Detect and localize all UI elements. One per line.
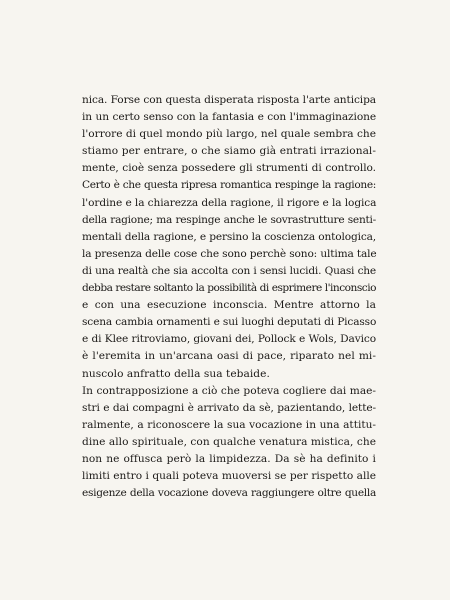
text-line-7: l'ordine e la chiarezza della ragione, il rigore e la logica xyxy=(82,196,377,209)
text-line-24: esigenze della vocazione doveva raggiungere oltre quella xyxy=(82,487,376,500)
text-line-10: la presenza delle cose che sono perchè sono: ultima tale xyxy=(82,247,377,260)
text-line-12: debba restare soltanto la possibilità di esprimere l'inconscio xyxy=(82,282,376,295)
text-line-3: l'orrore di quel mondo più largo, nel quale sembra che xyxy=(82,128,376,141)
text-line-23: limiti entro i quali poteva muoversi se per rispetto alle xyxy=(82,470,376,483)
text-line-15: e di Klee ritroviamo, giovani dei, Pollock e Wols, Davico xyxy=(82,333,376,346)
text-line-17: nuscolo anfratto della sua tebaide. xyxy=(82,367,270,380)
text-line-8: della ragione; ma respinge anche le sovrastrutture senti- xyxy=(82,213,376,226)
text-line-21: dine allo spirituale, con qualche venatura mistica, che xyxy=(82,435,377,448)
body-text xyxy=(82,92,376,502)
text-line-20: ralmente, a riconoscere la sua vocazione in una attitu- xyxy=(82,418,376,431)
text-line-1: nica. Forse con questa disperata risposta l'arte anticipa xyxy=(82,94,376,106)
text-line-16: è l'eremita in un'arcana oasi di pace, riparato nel mi- xyxy=(82,350,376,363)
text-line-2: in un certo senso con la fantasia e con l'immaginazione xyxy=(82,111,376,124)
text-line-22: non ne offusca però la limpidezza. Da sè ha definito i xyxy=(82,452,376,465)
text-line-5: mente, cioè senza possedere gli strumenti di controllo. xyxy=(82,162,376,175)
text-line-19: stri e dai compagni è arrivato da sè, pazientando, lette- xyxy=(82,401,376,414)
text-line-11: di una realtà che sia accolta con i sensi lucidi. Quasi che xyxy=(82,264,376,277)
text-line-4: stiamo per entrare, o che siamo già entrati irrazional- xyxy=(82,145,376,158)
text-line-13: e con una esecuzione inconscia. Mentre attorno la xyxy=(82,299,376,312)
text-line-9: mentali della ragione, e persino la coscienza ontologica, xyxy=(82,230,376,243)
text-line-18: In contrapposizione a ciò che poteva cogliere dai mae- xyxy=(82,384,376,397)
text-line-14: scena cambia ornamenti e sui luoghi deputati di Picasso xyxy=(82,316,377,329)
text-line-6: Certo è che questa ripresa romantica respinge la ragione: xyxy=(82,179,376,192)
